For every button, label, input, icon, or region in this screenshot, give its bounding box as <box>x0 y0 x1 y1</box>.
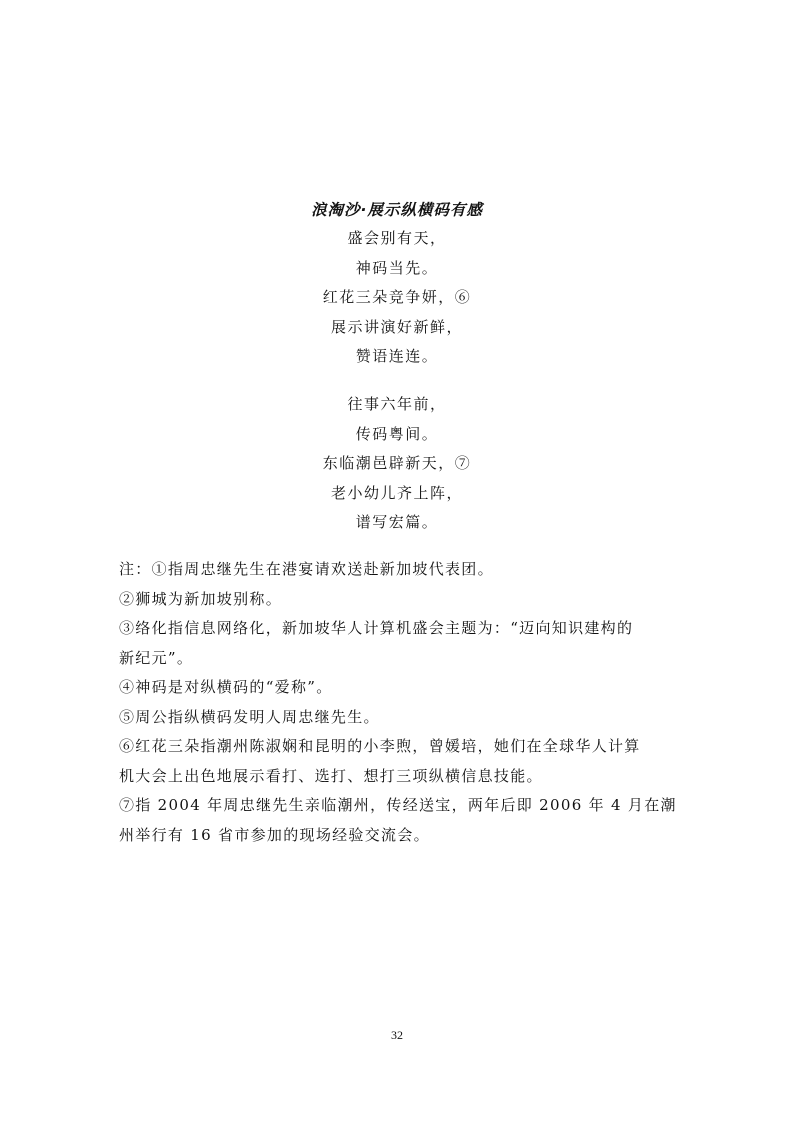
poem-line: 谱写宏篇。 <box>355 513 439 531</box>
poem-line: 赞语连连。 <box>355 347 439 365</box>
page-number: 32 <box>391 1028 403 1042</box>
footnote-line: 州举行有 16 省市参加的现场经验交流会。 <box>119 825 430 844</box>
poem-stanza-1 <box>0 224 794 372</box>
footnote-line: ②狮城为新加坡别称。 <box>119 589 283 608</box>
poem-stanza-2 <box>0 390 794 538</box>
poem-line: 老小幼儿齐上阵， <box>330 483 463 502</box>
footnote-line: ④神码是对纵横码的“爱称”。 <box>119 678 333 696</box>
footnote-line: ⑤周公指纵横码发明人周忠继先生。 <box>119 707 380 726</box>
footnote-line: ⑦指 2004 年周忠继先生亲临潮州，传经送宝，两年后即 2006 年 4 月在潮 <box>119 796 677 814</box>
poem-line: 盛会别有天， <box>347 229 447 247</box>
poem-line: 展示讲演好新鲜， <box>330 317 463 336</box>
poem-line: 神码当先。 <box>355 258 439 277</box>
footnote-line: ③络化指信息网络化，新加坡华人计算机盛会主题为：“迈向知识建构的 <box>119 619 634 637</box>
poem-title: 浪淘沙·展示纵横码有感 <box>311 201 483 219</box>
footnotes <box>119 555 679 850</box>
poem-line: 东临潮邑辟新天，⑦ <box>322 454 472 472</box>
footnote-line: 新纪元”。 <box>119 648 194 667</box>
footnote-line: 注：①指周忠继先生在港宴请欢送赴新加坡代表团。 <box>119 560 494 578</box>
poem-line: 往事六年前， <box>347 395 447 413</box>
poem-line: 传码粤间。 <box>355 424 439 443</box>
footnote-line: 机大会上出色地展示看打、选打、想打三项纵横信息技能。 <box>119 766 543 785</box>
footnote-line: ⑥红花三朵指潮州陈淑娴和昆明的小李煦，曾媛培，她们在全球华人计算 <box>119 737 641 755</box>
poem-line: 红花三朵竞争妍，⑥ <box>322 288 472 306</box>
